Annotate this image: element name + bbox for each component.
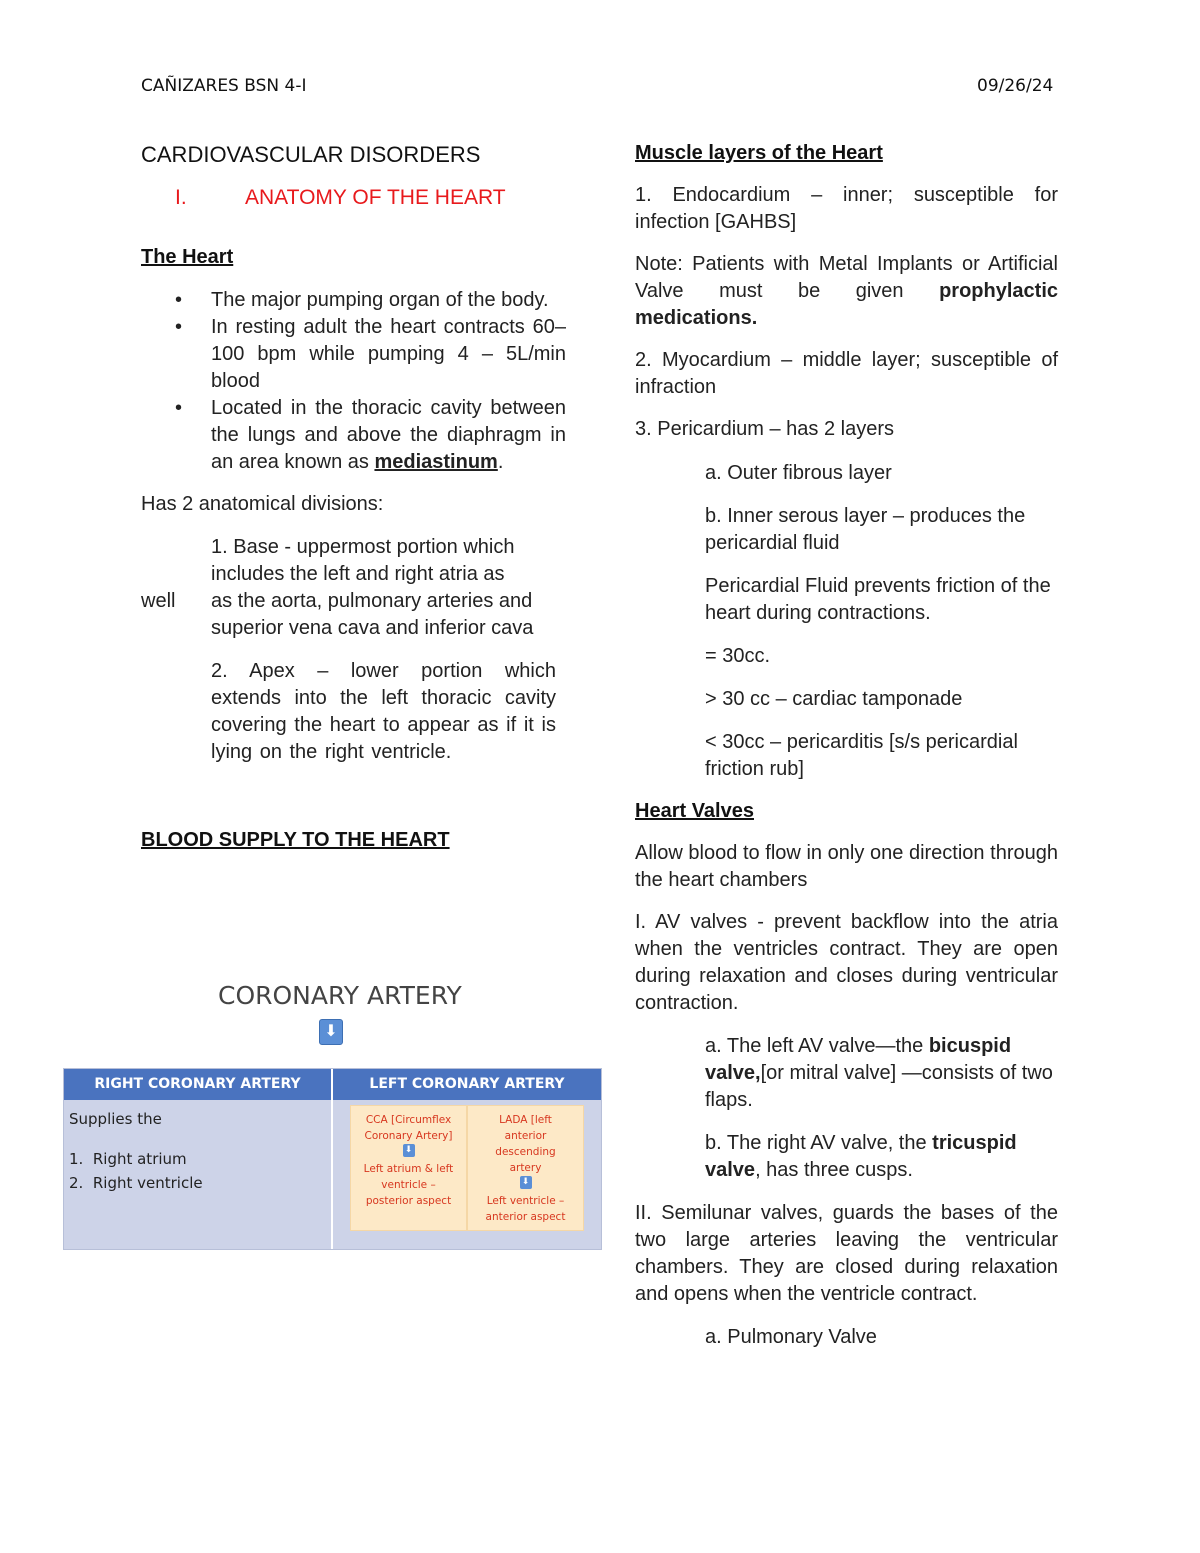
section-title: ANATOMY OF THE HEART	[245, 186, 506, 209]
list-item: 1. Right atrium	[69, 1150, 187, 1168]
left-coronary-header: LEFT CORONARY ARTERY	[333, 1069, 601, 1100]
endocardium: 1. Endocardium – inner; susceptible for infection [GAHBS]	[635, 184, 1058, 233]
pericardium: 3. Pericardium – has 2 layers	[635, 418, 895, 440]
av-valves: I. AV valves - prevent backflow into the atria when the ventricles contract. They are open during relaxation and closes during ventricular contraction.	[635, 911, 1058, 1014]
base-well: well	[141, 590, 176, 612]
header-date: 09/26/24	[977, 76, 1054, 96]
blood-supply-heading: BLOOD SUPPLY TO THE HEART	[141, 829, 450, 851]
bullet-dot-icon: •	[175, 397, 183, 419]
valves-intro: Allow blood to flow in only one direction through the heart chambers	[635, 842, 1058, 891]
arrow-down-icon: ⬇	[520, 1176, 532, 1189]
table-divider	[331, 1069, 333, 1249]
bullet-item: • Located in the thoracic cavity between the lungs and above the diaphragm in an area known as mediastinum.	[175, 397, 566, 473]
muscle-heading: Muscle layers of the Heart	[635, 142, 883, 164]
fluid-normal: = 30cc.	[705, 645, 771, 667]
myocardium: 2. Myocardium – middle layer; susceptible of infraction	[635, 349, 1058, 398]
cca-box: CCA [Circumflex Coronary Artery] ⬇ Left atrium & left ventricle – posterior aspect	[350, 1105, 467, 1231]
av-valve-left: a. The left AV valve—the bicuspid valve,[or mitral valve] —consists of two flaps.	[705, 1035, 1053, 1111]
lada-box: LADA [left anterior descending artery ⬇ Left ventricle – anterior aspect	[467, 1105, 584, 1231]
note: Note: Patients with Metal Implants or Artificial Valve must be given prophylactic medications.	[635, 253, 1058, 329]
base-division: 1. Base - uppermost portion which includes the left and right atria as well as the aorta, pulmonary arteries and superior vena cava and inferior cava	[141, 536, 534, 639]
apex-division: 2. Apex – lower portion which extends into the left thoracic cavity covering the heart to appear as if it is lying on the right ventricle.	[211, 660, 556, 763]
right-column	[635, 140, 1058, 1351]
document-title: CARDIOVASCULAR DISORDERS	[141, 142, 481, 167]
right-coronary-header: RIGHT CORONARY ARTERY	[64, 1069, 331, 1100]
av-valve-right: b. The right AV valve, the tricuspid valve, has three cusps.	[705, 1132, 1017, 1181]
coronary-table	[63, 1068, 602, 1250]
section-number: I.	[175, 186, 187, 209]
heart-heading: The Heart	[141, 246, 234, 268]
list-item: 2. Right ventricle	[69, 1174, 203, 1192]
pericardium-b: b. Inner serous layer – produces the pericardial fluid	[705, 505, 1026, 554]
header-author: CAÑIZARES BSN 4-I	[141, 76, 307, 96]
heart-bullets	[141, 287, 566, 476]
right-coronary-body: Supplies the 1. Right atrium 2. Right ventricle	[69, 1107, 203, 1195]
figure-title: CORONARY ARTERY	[218, 981, 462, 1010]
section-heading	[141, 184, 566, 214]
divisions-intro: Has 2 anatomical divisions:	[141, 493, 384, 515]
arrow-down-icon: ⬇	[403, 1144, 415, 1157]
arrow-down-icon: ⬇	[319, 1019, 343, 1045]
fluid-low: < 30cc – pericarditis [s/s pericardial friction rub]	[705, 731, 1018, 780]
bullet-dot-icon: •	[175, 289, 183, 311]
bullet-item: • The major pumping organ of the body.	[141, 287, 566, 314]
bullet-dot-icon: •	[175, 316, 183, 338]
pericardium-a: a. Outer fibrous layer	[705, 462, 892, 484]
semilunar-valves: II. Semilunar valves, guards the bases of the two large arteries leaving the ventricular chambers. They are closed during relaxation and opens when the ventricle contract.	[635, 1202, 1058, 1305]
pulmonary-valve: a. Pulmonary Valve	[705, 1326, 877, 1348]
mediastinum-term: mediastinum	[374, 451, 498, 473]
bullet-item: • In resting adult the heart contracts 60–100 bpm while pumping 4 – 5L/min blood	[175, 316, 566, 392]
fluid-high: > 30 cc – cardiac tamponade	[705, 688, 963, 710]
pericardial-fluid: Pericardial Fluid prevents friction of the heart during contractions.	[705, 575, 1051, 624]
left-column	[141, 140, 566, 854]
valves-heading: Heart Valves	[635, 800, 754, 822]
